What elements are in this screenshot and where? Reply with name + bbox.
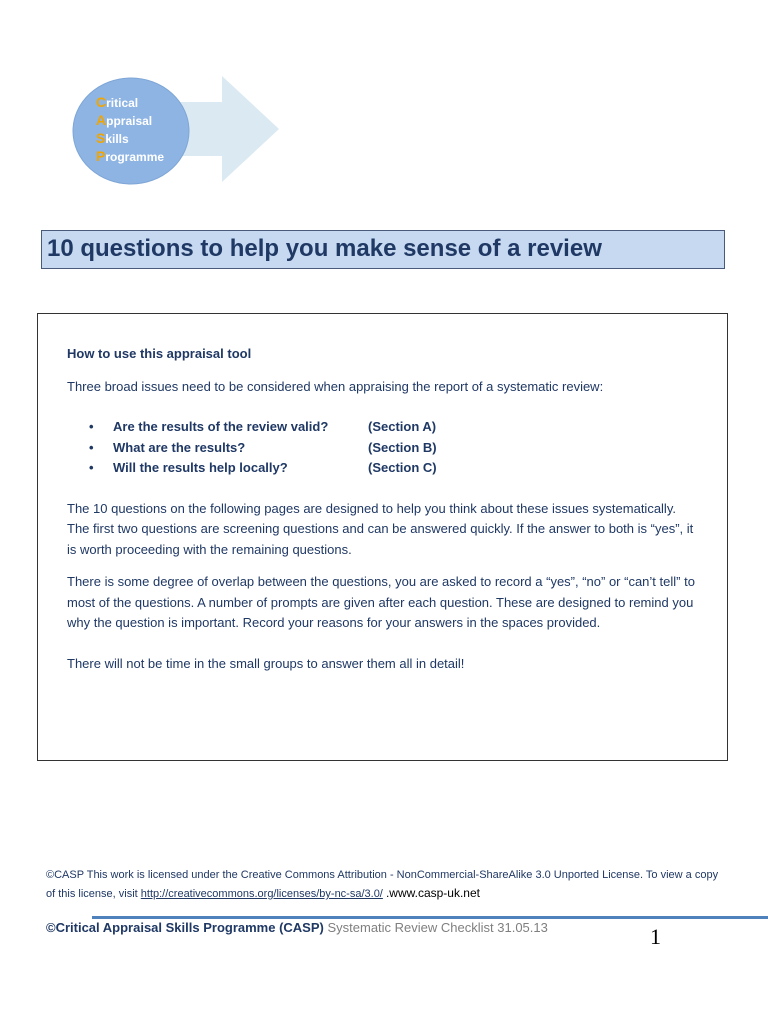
instructions-heading: How to use this appraisal tool [67, 346, 252, 361]
logo-line: Appraisal [96, 112, 153, 128]
footer-org: ©Critical Appraisal Skills Programme (CASP) [46, 920, 324, 935]
logo-line: Skills [96, 130, 129, 146]
logo-line: Critical [96, 94, 139, 110]
paragraph-screening: The first two questions are screening questions and can be answered quickly. If the answer to both is “yes”, it is worth proceeding with the remaining questions. [67, 521, 694, 557]
list-item [89, 458, 699, 479]
casp-logo [72, 74, 282, 186]
issue-section: (Section A) [368, 419, 437, 434]
issue-question: What are the results? [113, 439, 246, 455]
issue-section: (Section C) [368, 460, 437, 475]
intro-text: Three broad issues need to be considered when appraising the report of a systematic review: [67, 378, 604, 394]
website-text: .www.casp-uk.net [385, 886, 480, 900]
issue-question: Are the results of the review valid? [113, 419, 329, 434]
instructions-box [37, 313, 728, 761]
footer-divider [92, 916, 768, 919]
list-item [89, 417, 699, 438]
license-notice [46, 866, 726, 903]
paragraph-overlap: There is some degree of overlap between the questions, you are asked to record a “yes”, “no” or “can’t tell” to most of the questions. A number of prompts are given after each question. These are designed to remind you why the question is important. Record your reasons for your answers in the spaces provided. [67, 574, 695, 630]
logo-line: Programme [96, 148, 165, 164]
license-link[interactable]: http://creativecommons.org/licenses/by-nc-sa/3.0/ [140, 888, 383, 900]
page-number: 1 [650, 924, 661, 949]
footer [46, 920, 548, 935]
issues-list [89, 417, 699, 479]
logo-text [96, 94, 164, 166]
license-text: ©CASP This work is licensed under the Creative Commons Attribution - NonCommercial-ShareAlike 3.0 Unported License. To view a copy of this license, visit [46, 869, 719, 900]
paragraph-questions: The 10 questions on the following pages are designed to help you think about these issues systematically. [67, 500, 676, 516]
issue-question: Will the results help locally? [113, 460, 288, 475]
footer-doc-name: Systematic Review Checklist 31.05.13 [327, 920, 548, 935]
list-item [89, 438, 699, 459]
title-banner [41, 230, 725, 269]
page-title: 10 questions to help you make sense of a review [47, 235, 602, 262]
issue-section: (Section B) [368, 439, 437, 455]
paragraph-time: There will not be time in the small groups to answer them all in detail! [67, 655, 465, 671]
